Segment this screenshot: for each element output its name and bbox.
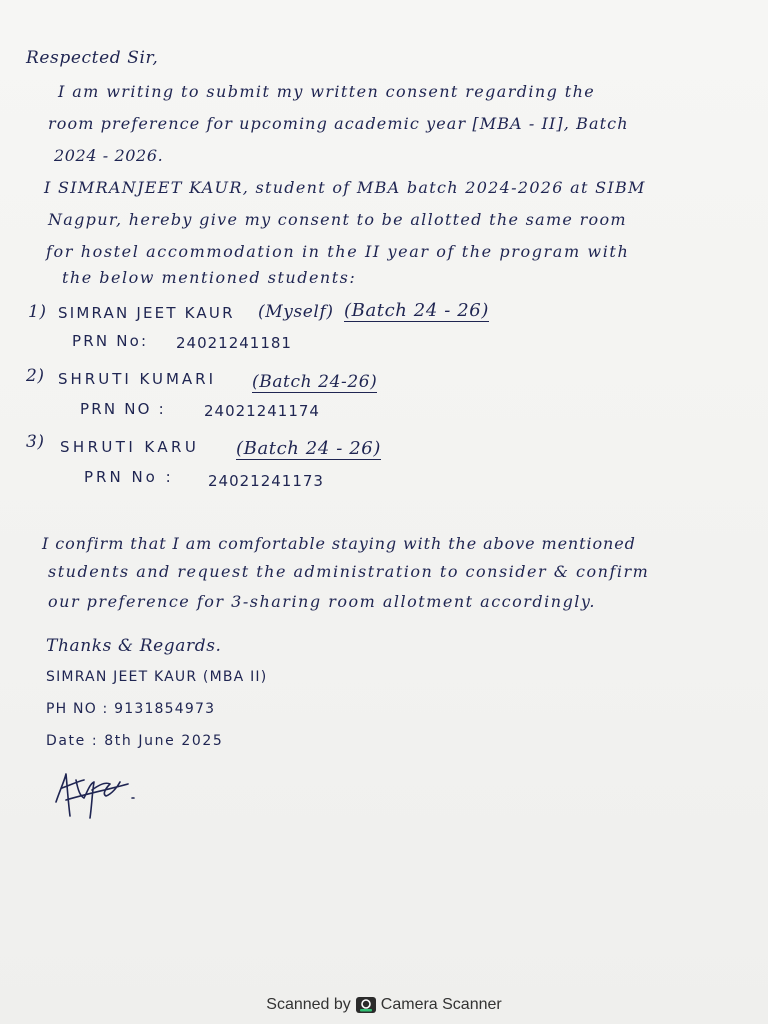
- student-2-prn-label: PRN NO :: [80, 400, 166, 418]
- salutation: Respected Sir,: [26, 48, 159, 68]
- sender-name: SIMRAN JEET KAUR (MBA II): [46, 669, 268, 685]
- para2-line1: I SIMRANJEET KAUR, student of MBA batch 2024-2026 at SIBM: [44, 178, 646, 197]
- para1-line1: I am writing to submit my written consent regarding the: [58, 82, 596, 101]
- camera-scanner-label: Camera Scanner: [380, 996, 502, 1013]
- student-1-batch: (Batch 24 - 26): [344, 300, 489, 321]
- student-2-name: SHRUTI KUMARI: [58, 370, 217, 388]
- student-3-name: SHRUTI KARU: [60, 438, 200, 456]
- student-3-prn: 24021241173: [208, 472, 324, 490]
- phone-number: PH NO : 9131854973: [46, 701, 216, 717]
- student-1-prn: 24021241181: [176, 334, 292, 352]
- signature: [46, 760, 146, 824]
- para2-line2: Nagpur, hereby give my consent to be allotted the same room: [48, 210, 627, 229]
- student-2-number: 2): [26, 366, 45, 386]
- student-2-batch: (Batch 24-26): [252, 372, 378, 392]
- scanned-by-label: Scanned by: [266, 996, 351, 1013]
- student-3-prn-label: PRN No :: [84, 468, 174, 486]
- para3-line2: students and request the administration to consider & confirm: [48, 562, 650, 581]
- closing: Thanks & Regards.: [46, 636, 222, 656]
- student-3-number: 3): [26, 432, 45, 452]
- para3-line1: I confirm that I am comfortable staying with the above mentioned: [42, 534, 636, 553]
- student-1-number: 1): [28, 302, 47, 322]
- para2-line4: the below mentioned students:: [62, 268, 357, 287]
- para1-line3: 2024 - 2026.: [54, 146, 164, 165]
- student-2-prn: 24021241174: [204, 402, 320, 420]
- student-1-note: (Myself): [258, 302, 334, 322]
- student-3-batch: (Batch 24 - 26): [236, 438, 381, 459]
- para2-line3: for hostel accommodation in the II year of the program with: [46, 242, 630, 261]
- para1-line2: room preference for upcoming academic year [MBA - II], Batch: [48, 114, 629, 133]
- student-1-prn-label: PRN No:: [72, 332, 149, 350]
- student-1-name: SIMRAN JEET KAUR: [58, 304, 235, 322]
- para3-line3: our preference for 3-sharing room allotment accordingly.: [48, 592, 596, 611]
- camera-scanner-icon: [355, 996, 377, 1014]
- scanner-footer: [0, 994, 768, 1016]
- letter-date: Date : 8th June 2025: [46, 733, 224, 749]
